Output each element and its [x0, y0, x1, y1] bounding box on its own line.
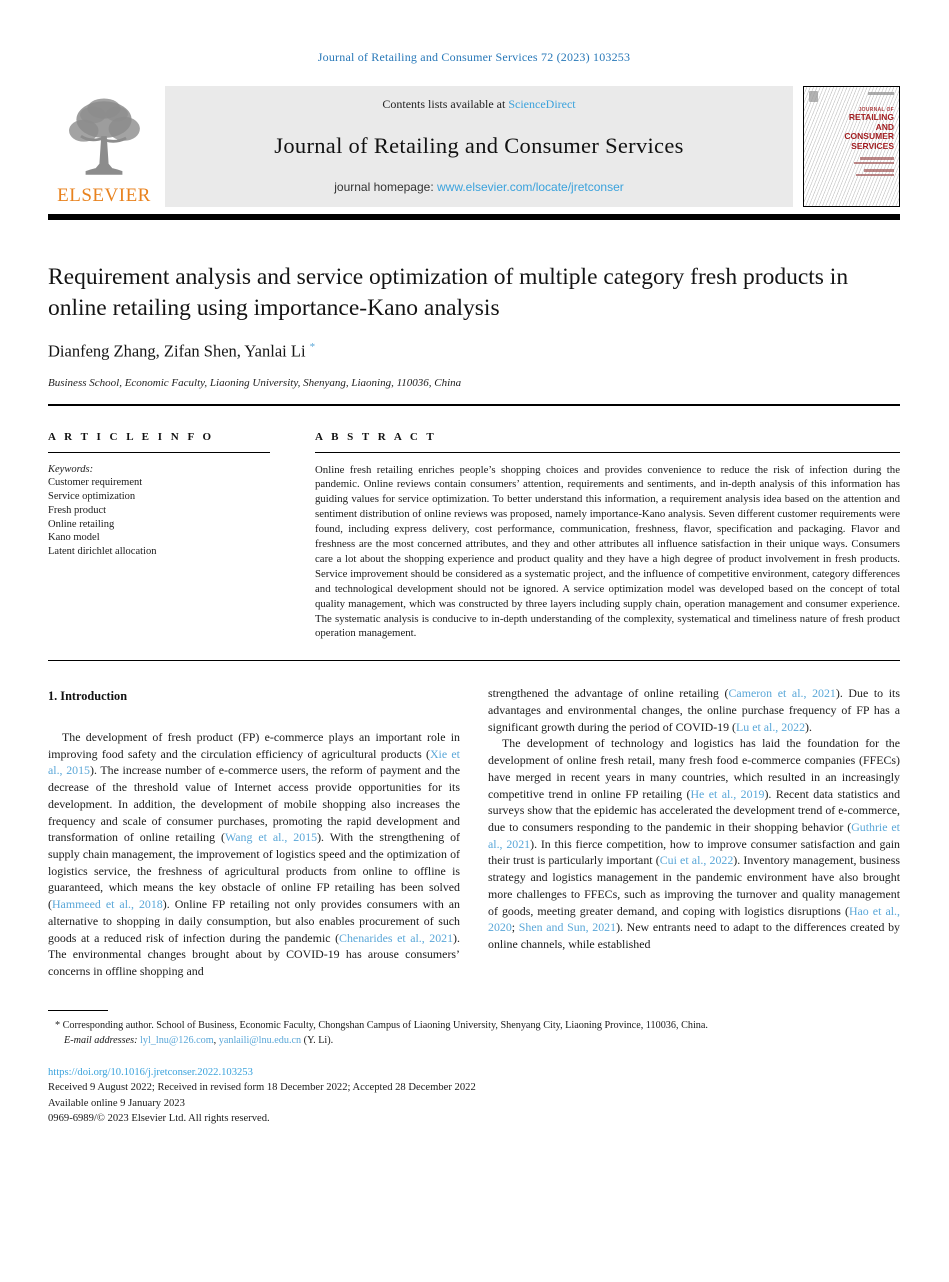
doi-link[interactable]: https://doi.org/10.1016/j.jretconser.2022.103253	[48, 1066, 253, 1078]
inline-link[interactable]: Shen and Sun, 2021	[518, 920, 617, 935]
homepage-url-link[interactable]: www.elsevier.com/locate/jretconser	[437, 180, 624, 194]
intro-right-column	[488, 685, 900, 979]
cover-issn-bar	[868, 92, 894, 95]
abstract-text: Online fresh retailing enriches people’s shopping choices and provides convenience to reduce the risk of infection during the pandemic. Online reviews contain consumers’ attention, requirements and sentiments, and in-depth analysis of this information has guiding values for service optimization. To better understand this information, a requirement analysis idea based on the attention and sentiment distribution of online reviews was proposed, namely importance-Kano analysis. Seven different customer requirements were found, including express delivery, cost performance, communication, freshness, flavor, specification and packaging. Flavor and freshness are the most concerned attributes, and they and other attributes all influence satisfaction in their unique ways. Consumers care a lot about the shopping experience and product quality and they have a high degree of product involvement in fresh products. Service improvement should be considered as a systematic project, and the influence of competitive environment, category differences and technological development should not be ignored. A service optimization model was developed based on the concept of total quality management, which was constructed by three layers including supply chain, operation management and consumer experience. The systematic analysis is conducive to in-depth understanding of the complexity, systematical and timeliness nature of fresh product operation management.	[315, 463, 900, 640]
inline-link[interactable]: Hammeed et al., 2018	[51, 897, 163, 912]
elsevier-wordmark: ELSEVIER	[57, 185, 151, 206]
masthead-divider-bar	[48, 214, 900, 220]
keywords-list	[48, 463, 270, 560]
section-heading-introduction: 1. Introduction	[48, 689, 128, 704]
intro-paragraph: The development of fresh product (FP) e-commerce plays an important role in improving food safety and the circulation efficiency of agricultural products (Xie et al., 2015). The increase number of e-commerce users, the reform of payment and the decrease of the threshold value of Internet access provide opportunities for its development. In addition, the development of mobile shopping also increases the frequency and scale of consumer purchases, promoting the rapid development and transformation of online retailing (Wang et al., 2015). With the strengthening of supply chain management, the improvement of logistics speed and the optimization of logistics service, the freshness of agricultural products from online to offline is guaranteed, which means the key obstacle of online FP retailing has been solved (Hammeed et al., 2018). Online FP retailing not only provides consumers with an alternative to shopping in daily consumption, but also enables procurement of such goods at a reduced risk of infection during the pandemic (Chenarides et al., 2021). The environmental changes brought about by COVID-19 has arouse consumers’ concerns in offline shopping and	[48, 730, 460, 978]
footnote-line: * Corresponding author. School of Business, Economic Faculty, Chongshan Campus of Liaoning University, Shenyang City, Liaoning Province, 110036, China.	[55, 1019, 708, 1031]
keywords-label: Keywords:	[48, 463, 94, 475]
imprint-block	[48, 1065, 900, 1127]
info-abstract-section	[48, 406, 900, 642]
inline-link[interactable]: Cui et al., 2022	[659, 853, 734, 868]
abstract-bottom-divider	[48, 660, 900, 661]
keyword-item: Fresh product	[48, 504, 107, 516]
abstract-column	[315, 406, 900, 642]
inline-link[interactable]: lyl_lnu@126.com	[140, 1034, 214, 1046]
inline-link[interactable]: Xie et al., 2015	[48, 746, 460, 778]
article-info-heading: A R T I C L E I N F O	[48, 430, 215, 443]
intro-paragraph: strengthened the advantage of online retailing (Cameron et al., 2021). Due to its advantages and environmental changes, the online purchase frequency of FP has a significant growth during the period of COVID-19 (Lu et al., 2022).	[488, 686, 900, 734]
article-info-column	[48, 406, 270, 642]
abstract-rule	[315, 452, 900, 453]
journal-banner	[165, 86, 793, 207]
elsevier-tree-icon	[58, 92, 150, 184]
author-line: Dianfeng Zhang, Zifan Shen, Yanlai Li *	[48, 341, 316, 361]
copyright-line: 0969-6989/© 2023 Elsevier Ltd. All rights reserved.	[48, 1113, 270, 1125]
intro-paragraph: The development of technology and logistics has laid the foundation for the development of online fresh retail, many fresh food e-commerce companies (FFECs) have merged in recent years in many countries, which resulted in an increasingly competitive trend in online FP retailing (He et al., 2019). Recent data statistics and surveys show that the epidemic has accelerated the development trend of e-commerce, due to consumers responding to the pandemic in their shopping behavior (Guthrie et al., 2021). In this fierce competition, how to improve consumer satisfaction and gain their trust is particularly important (Cui et al., 2022). Inventory management, business strategy and logistics management in the pandemic environment have also brought more challenges to FFECs, such as improving the turnover and quality management of goods, meeting greater demand, and coping with logistics disruptions (Hao et al., 2020; Shen and Sun, 2021). New entrants need to adapt to the differences created by online channels, while established	[488, 736, 901, 951]
keyword-item: Online retailing	[48, 518, 115, 530]
introduction-section	[48, 685, 900, 979]
footnote-rule	[48, 1010, 108, 1011]
homepage-line: journal homepage: www.elsevier.com/locate/jretconser	[334, 180, 624, 194]
inline-link[interactable]: Guthrie et al., 2021	[488, 820, 900, 851]
available-online-line: Available online 9 January 2023	[48, 1097, 185, 1109]
intro-left-column	[48, 685, 460, 979]
received-line: Received 9 August 2022; Received in revised form 18 December 2022; Accepted 28 December 2022	[48, 1082, 476, 1094]
cover-title-block: JOURNAL OF RETAILING AND CONSUMER SERVICES	[844, 107, 894, 176]
contents-line: Contents lists available at ScienceDirect	[382, 97, 576, 111]
keyword-item: Latent dirichlet allocation	[48, 546, 157, 558]
inline-link[interactable]: yanlaili@lnu.edu.cn	[218, 1034, 302, 1046]
page-title: Requirement analysis and service optimization of multiple category fresh products in online retailing using importance-Kano analysis	[48, 264, 849, 321]
keyword-item: Service optimization	[48, 491, 136, 503]
cover-journal-of: JOURNAL OF	[858, 107, 894, 113]
inline-link[interactable]: Wang et al., 2015	[224, 830, 318, 845]
inline-link[interactable]: Chenarides et al., 2021	[339, 930, 454, 945]
journal-cover-thumbnail	[803, 86, 900, 207]
masthead	[48, 86, 900, 207]
sciencedirect-link[interactable]: ScienceDirect	[508, 97, 576, 111]
journal-title: Journal of Retailing and Consumer Services	[274, 133, 684, 158]
abstract-heading: A B S T R A C T	[315, 430, 437, 443]
corresponding-author-footnote	[48, 1010, 900, 1048]
cover-emblem-icon	[809, 91, 818, 102]
elsevier-logo	[48, 86, 160, 207]
keyword-item: Customer requirement	[48, 477, 143, 489]
journal-reference-line: Journal of Retailing and Consumer Services 72 (2023) 103253	[317, 50, 631, 64]
inline-link[interactable]: Hao et al., 2020	[488, 903, 900, 935]
affiliation-line: Business School, Economic Faculty, Liaoning University, Shenyang, Liaoning, 110036, China	[48, 376, 462, 389]
inline-link[interactable]: Lu et al., 2022	[736, 719, 806, 734]
inline-link[interactable]: Cameron et al., 2021	[728, 686, 836, 701]
inline-link[interactable]: He et al., 2019	[690, 786, 765, 801]
article-info-rule	[48, 452, 270, 453]
keyword-item: Kano model	[48, 532, 100, 544]
cover-small-text-bars	[844, 157, 894, 176]
corresponding-author-asterisk-link[interactable]: *	[309, 341, 316, 353]
footnote-email-line: E-mail addresses: lyl_lnu@126.com, yanlaili@lnu.edu.cn (Y. Li).	[64, 1034, 334, 1046]
